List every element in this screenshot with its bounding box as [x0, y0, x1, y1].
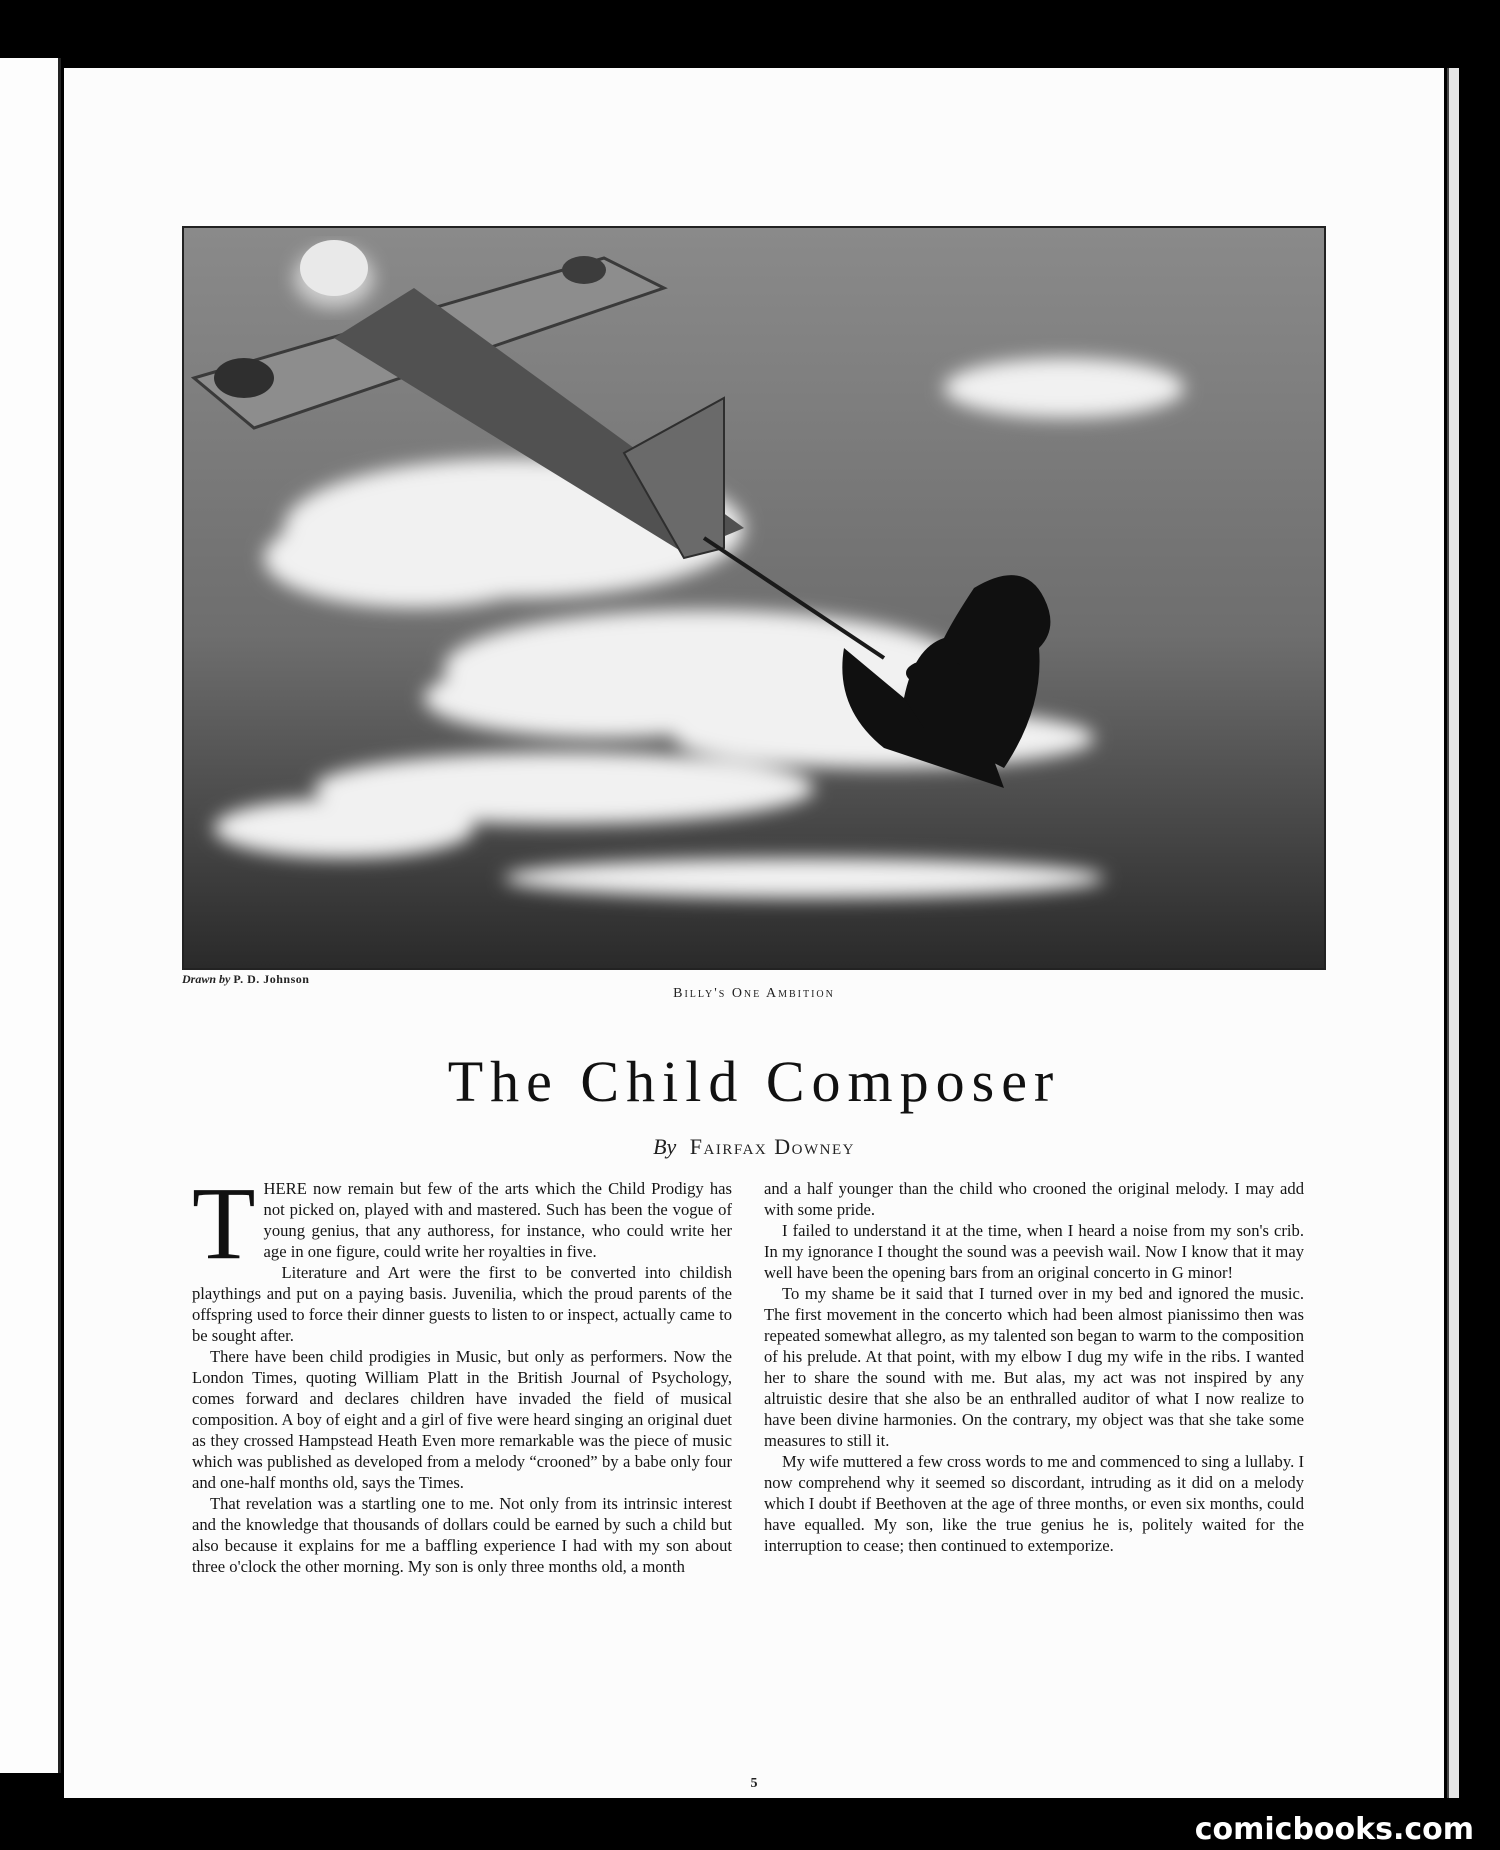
illustration-caption: Billy's One Ambition: [673, 986, 835, 1001]
facing-page-edge: [0, 58, 61, 1773]
site-watermark: comicbooks.com: [1194, 1812, 1474, 1847]
credit-prefix: Drawn by: [182, 972, 231, 986]
paragraph: There have been child prodigies in Music, but only as performers. Now the London Times, quoting William Platt in the British Journal of Psychology, comes forward and declares children have invaded the field of musical composition. A boy of eight and a girl of five were heard singing an original duet as they crossed Hampstead Heath Even more remarkable was the piece of music which was published as developed from a melody “crooned” by a babe only four and one-half months old, says the Times.: [192, 1347, 732, 1492]
credit-name: P. D. Johnson: [233, 972, 310, 986]
byline-by: By: [653, 1134, 677, 1159]
illustration: [182, 226, 1326, 970]
author-name: Fairfax Downey: [689, 1134, 855, 1159]
paragraph: [192, 1166, 732, 1281]
page-edge-right: [1447, 68, 1459, 1798]
article-column-right: [764, 1178, 1304, 1556]
article-title: The Child Composer: [447, 1049, 1061, 1114]
airplane-sled-drawing: [184, 228, 1324, 968]
paragraph: I failed to understand it at the time, when I heard a noise from my son's crib. In my ignorance I thought the sound was a peevish wail. Now I know that it may well have been the opening bars from an original concerto in G minor!: [764, 1221, 1304, 1282]
paragraph: My wife muttered a few cross words to me and commenced to sing a lullaby. I now comprehend why it seemed so discordant, intruding as it did on a melody which I doubt if Beethoven at the age of three months, or even six months, could have equalled. My son, like the true genius he is, politely waited for the interruption to cease; then continued to extemporize.: [764, 1452, 1304, 1555]
lead-word: HERE: [263, 1179, 307, 1198]
paragraph-text: now remain but few of the arts which the Child Prodigy has not picked on, played with and mastered. Such has been the vogue of young genius, that any authoress, for instance, who could write her age in one figure, could write her royalties in five.: [263, 1179, 732, 1261]
drop-cap: T: [192, 1166, 256, 1281]
page-number: 5: [750, 1776, 758, 1791]
paragraph: Literature and Art were the first to be converted into childish playthings and put on a paying basis. Juvenilia, which the proud parents of the offspring used to force their dinner guests to listen to or inspect, actually came to be sought after.: [192, 1263, 732, 1345]
article-column-left: [192, 1166, 732, 1577]
illustration-credit: [182, 972, 309, 987]
byline: [64, 1134, 1444, 1160]
magazine-page: [64, 68, 1444, 1798]
paragraph: That revelation was a startling one to me. Not only from its intrinsic interest and the knowledge that thousands of dollars could be earned by such a child but also because it explains for me a baffling experience I had with my son about three o'clock the other morning. My son is only three months old, a month: [192, 1494, 732, 1576]
paragraph: To my shame be it said that I turned over in my bed and ignored the music. The first movement in the concerto which had been almost pianissimo then was repeated somewhat allegro, as my talented son began to warm to the composition of his prelude. At that point, with my elbow I dug my wife in the ribs. I wanted her to share the sound with me. But alas, my act was not inspired by any altruistic desire that she also be an enthralled auditor of what I now realize to have been divine harmonies. On the contrary, my object was that she take some measures to still it.: [764, 1284, 1304, 1450]
paragraph: and a half younger than the child who crooned the original melody. I may add with some pride.: [764, 1179, 1304, 1219]
